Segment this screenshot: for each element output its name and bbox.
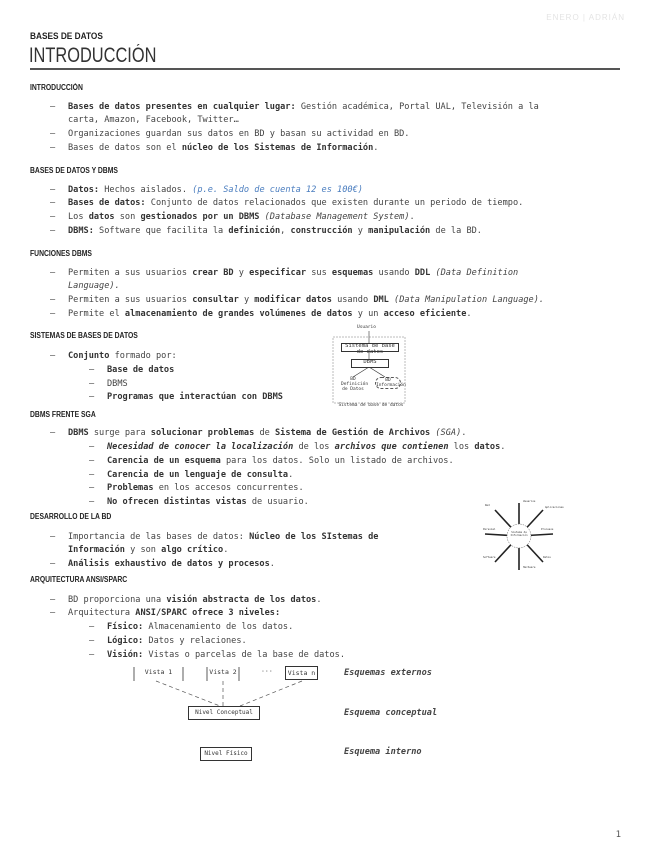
diagram-spoke-label: Software: [483, 556, 496, 559]
database-system-diagram: [331, 323, 411, 411]
label-conceptual-schema: Esquema conceptual: [344, 708, 438, 718]
list-item-nested: – DBMS: [89, 379, 128, 389]
list-item: – Los datos son gestionados por un DBMS (Database Management System).: [50, 212, 415, 222]
diagram-dbms-box: DBMS: [351, 359, 389, 368]
section-heading-funciones-dbms: FUNCIONES DBMS: [30, 249, 92, 258]
section-heading-desarrollo-bd: DESARROLLO DE LA BD: [30, 512, 112, 521]
list-item: – Importancia de las bases de datos: Núcleo de los SIstemas de: [50, 532, 379, 542]
section-heading-bd-dbms: BASES DE DATOS Y DBMS: [30, 166, 118, 175]
list-item-nested: – Físico: Almacenamiento de los datos.: [89, 622, 294, 632]
information-system-diagram: [483, 500, 564, 572]
diagram-bd-left: BD Definición de Datos: [341, 377, 369, 392]
ansi-sparc-diagram: [125, 663, 455, 768]
diagram-spoke-label: Procesos: [541, 528, 554, 531]
list-item: – Permiten a sus usuarios crear BD y especificar sus esquemas usando DDL (Data Definition: [50, 268, 519, 278]
list-item: – Arquitectura ANSI/SPARC ofrece 3 niveles:: [50, 608, 281, 618]
diagram-view-ellipsis: ···: [261, 667, 273, 675]
list-item: – Bases de datos: Conjunto de datos relacionados que existen durante un periodo de tiempo.: [50, 198, 524, 208]
list-item: – DBMS: Software que facilita la definición, construcción y manipulación de la BD.: [50, 226, 482, 236]
list-item-nested: – Visión: Vistas o parcelas de la base de datos.: [89, 650, 345, 660]
list-item-nested: – Carencia de un lenguaje de consulta.: [89, 470, 294, 480]
section-heading-sistemas-bd: SISTEMAS DE BASES DE DATOS: [30, 331, 138, 340]
diagram-bd-right: BD Información: [376, 378, 406, 388]
diagram-center-label: Sistema de Información: [510, 531, 528, 537]
label-internal-schema: Esquema interno: [344, 747, 422, 757]
diagram-spoke-label: Usuarios: [523, 500, 536, 503]
list-item-nested: – Necesidad de conocer la localización de los archivos que contienen los datos.: [89, 442, 506, 452]
list-item-nested: – Problemas en los accesos concurrentes.: [89, 483, 304, 493]
list-item: – DBMS surge para solucionar problemas de Sistema de Gestión de Archivos (SGA).: [50, 428, 467, 438]
list-item: – Organizaciones guardan sus datos en BD y basan su actividad en BD.: [50, 129, 410, 139]
list-item-nested: – Programas que interactúan con DBMS: [89, 392, 283, 402]
diagram-spoke-label: Aplicaciones: [545, 506, 564, 509]
diagram-user-label: Usuario: [357, 325, 376, 330]
list-item-continuation: carta, Amazon, Facebook, Twitter…: [68, 115, 239, 125]
diagram-system-box: Sistema de base de datos: [341, 343, 399, 352]
header-author-date: ENERO | ADRIÁN: [546, 13, 625, 22]
diagram-spoke-label: Personal: [483, 528, 496, 531]
diagram-physical-level: Nivel Físico: [200, 747, 252, 761]
page-number: 1: [615, 830, 621, 840]
label-external-schemas: Esquemas externos: [344, 668, 432, 678]
list-item: – Permite el almacenamiento de grandes volúmenes de datos y un acceso eficiente.: [50, 309, 472, 319]
list-item: – Bases de datos presentes en cualquier lugar: Gestión académica, Portal UAL, Televisión a la: [50, 102, 539, 112]
list-item: – Datos: Hechos aislados. (p.e. Saldo de cuenta 12 es 100€): [50, 185, 363, 195]
list-item-nested: – Carencia de un esquema para los datos. Solo un listado de archivos.: [89, 456, 454, 466]
list-item: – Análisis exhaustivo de datos y procesos.: [50, 559, 275, 569]
list-item-continuation: Language).: [68, 281, 120, 291]
section-heading-dbms-sga: DBMS FRENTE SGA: [30, 410, 96, 419]
diagram-conceptual-level: Nivel Conceptual: [188, 706, 260, 720]
list-item: – BD proporciona una visión abstracta de los datos.: [50, 595, 322, 605]
list-item: – Bases de datos son el núcleo de los Sistemas de Información.: [50, 143, 379, 153]
diagram-caption: Sistema de base de datos: [338, 403, 404, 408]
section-heading-arquitectura: ARQUITECTURA ANSI/SPARC: [30, 575, 128, 584]
diagram-spoke-label: Datos: [543, 556, 551, 559]
diagram-view-n: Vista n: [285, 666, 318, 680]
title-divider: [30, 68, 620, 70]
list-item: – Conjunto formado por:: [50, 351, 177, 361]
diagram-view-1: Vista 1: [144, 668, 173, 676]
list-item-continuation: Información y son algo crítico.: [68, 545, 229, 555]
diagram-spoke-label: Red: [485, 504, 490, 507]
section-heading-introduccion: INTRODUCCIÓN: [30, 83, 83, 92]
list-item-nested: – Base de datos: [89, 365, 175, 375]
page-title: INTRODUCCIÓN: [29, 44, 157, 67]
list-item-nested: – No ofrecen distintas vistas de usuario.: [89, 497, 309, 507]
document-subject: BASES DE DATOS: [30, 31, 103, 41]
diagram-view-2: Vista 2: [209, 668, 237, 676]
list-item: – Permiten a sus usuarios consultar y modificar datos usando DML (Data Manipulation Language).: [50, 295, 545, 305]
list-item-nested: – Lógico: Datos y relaciones.: [89, 636, 247, 646]
diagram-spoke-label: Hardware: [523, 566, 536, 569]
